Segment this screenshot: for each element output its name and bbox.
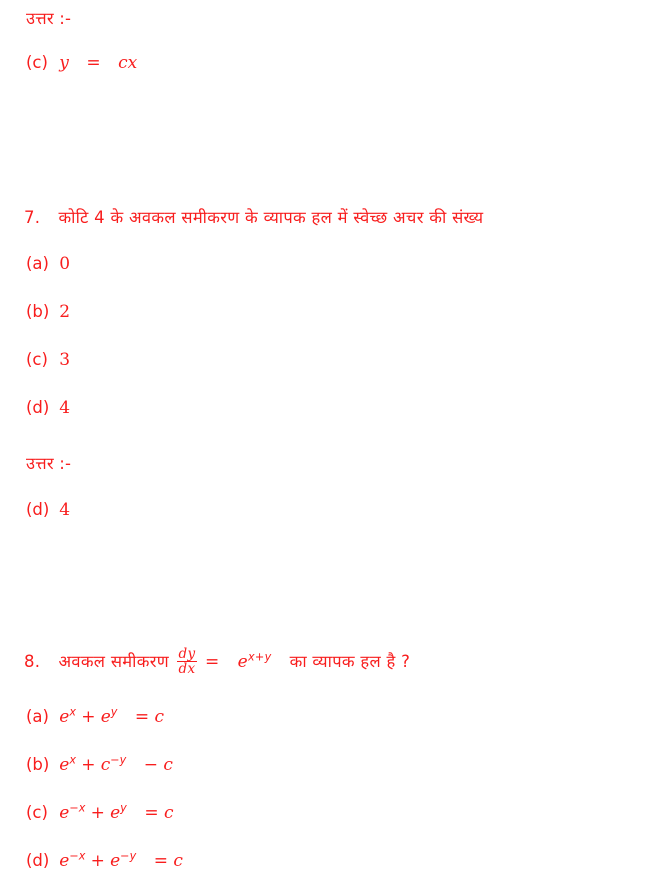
answer-value-2 (26, 500, 70, 520)
equals-c: = c (153, 851, 183, 871)
exponent-neg-y: −y (120, 849, 137, 863)
answer-2-value: 4 (59, 500, 71, 520)
option-c-tag: (c) (26, 803, 48, 822)
plus-sign: + (81, 707, 96, 727)
exponent-neg-x: −x (69, 849, 86, 863)
plus-sign: + (81, 755, 96, 775)
question-8-number: 8. (24, 652, 41, 672)
question-8-exponent: x+y (247, 650, 272, 664)
fraction-dy-dx (177, 647, 198, 676)
answer-label-1: उत्तर :- (26, 9, 72, 28)
question-7-option-c[interactable] (26, 350, 70, 370)
fraction-numerator: dy (178, 646, 196, 662)
question-7-option-d[interactable] (26, 398, 70, 418)
question-7-number: 7. (24, 208, 41, 227)
answer-value-1 (26, 53, 137, 73)
e-base: e (59, 851, 70, 871)
question-8-option-b[interactable] (26, 755, 173, 775)
answer-2-tag: (d) (26, 500, 50, 519)
question-8-option-a[interactable] (26, 707, 164, 727)
option-b-tag: (b) (26, 755, 50, 774)
equals-c: = c (144, 803, 174, 823)
option-d-tag: (d) (26, 398, 50, 417)
minus-c: − c (143, 755, 173, 775)
option-a-tag: (a) (26, 707, 49, 726)
e-base: e (100, 707, 111, 727)
question-8 (24, 647, 410, 676)
answer-1-tag: (c) (26, 53, 48, 72)
question-7 (24, 205, 483, 228)
question-7-option-a[interactable] (26, 254, 70, 274)
answer-1-math-equals: = (86, 53, 101, 73)
question-7-text: कोटि 4 के अवकल समीकरण के व्यापक हल में स्वेच्छ अचर की संख्य (58, 208, 484, 227)
e-base: e (59, 707, 70, 727)
question-7-option-b[interactable] (26, 302, 70, 322)
option-a-tag: (a) (26, 254, 49, 273)
question-8-option-d[interactable] (26, 851, 183, 871)
question-8-option-c[interactable] (26, 803, 173, 823)
question-8-text-after: का व्यापक हल है ? (289, 652, 411, 672)
option-c-value: 3 (59, 350, 71, 370)
fraction-denominator: dx (177, 661, 198, 676)
e-base: e (110, 851, 121, 871)
option-d-tag: (d) (26, 851, 50, 870)
e-base: e (59, 803, 70, 823)
plus-sign: + (90, 803, 105, 823)
option-a-value: 0 (59, 254, 71, 274)
exponent-y: y (110, 705, 118, 719)
equals-c: = c (134, 707, 165, 727)
question-8-base: e (237, 652, 248, 673)
option-b-tag: (b) (26, 302, 50, 321)
option-b-value: 2 (59, 302, 71, 322)
exponent-neg-y: −y (110, 753, 127, 767)
question-8-text-before: अवकल समीकरण (58, 652, 169, 672)
option-d-value: 4 (59, 398, 71, 418)
question-8-equals: = (204, 652, 220, 673)
option-c-tag: (c) (26, 350, 48, 369)
answer-1-math-y: y (59, 53, 69, 73)
exponent-y: y (120, 801, 127, 815)
exponent-x: x (69, 753, 76, 767)
answer-label-2: उत्तर :- (26, 454, 72, 473)
c-base: c (100, 755, 111, 775)
exponent-neg-x: −x (69, 801, 86, 815)
e-base: e (110, 803, 121, 823)
plus-sign: + (90, 851, 105, 871)
e-base: e (59, 755, 70, 775)
exponent-x: x (69, 705, 76, 719)
answer-1-math-cx: cx (118, 53, 138, 73)
